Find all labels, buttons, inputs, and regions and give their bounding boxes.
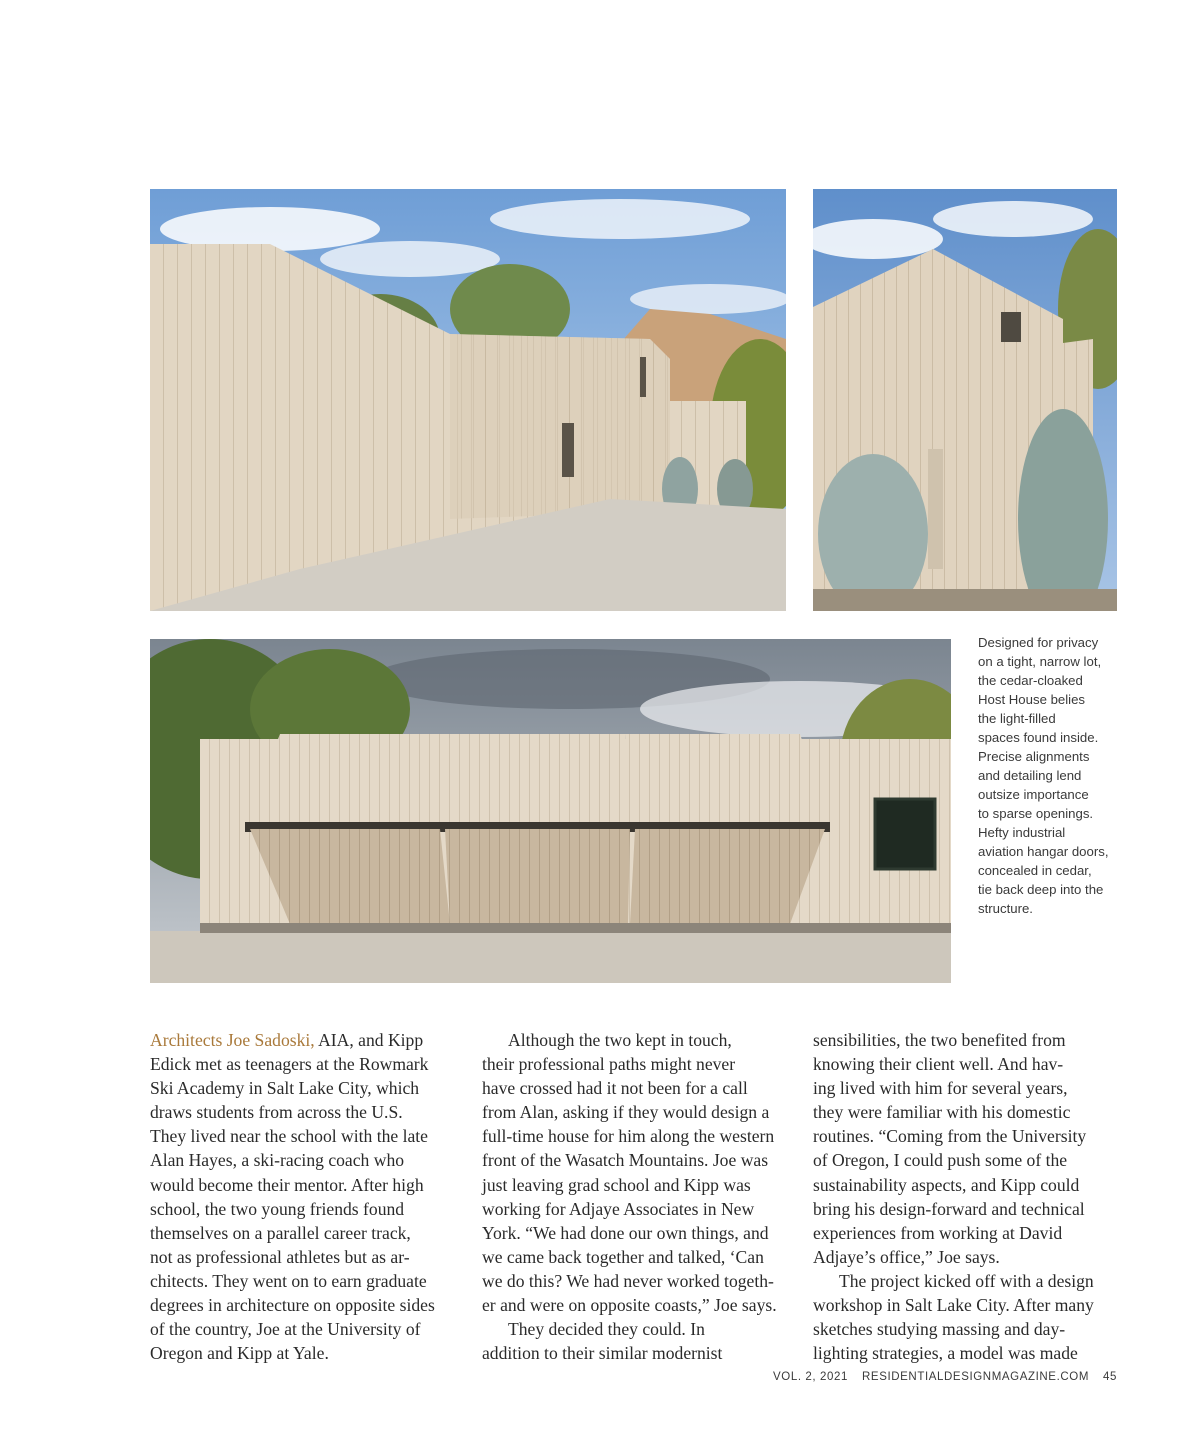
text-line: their professional paths might never — [482, 1054, 736, 1075]
text-line: sensibilities, the two benefited from — [813, 1030, 1066, 1050]
text-line: working for Adjaye Associates in New — [482, 1198, 755, 1219]
article-column-3 — [813, 1028, 1125, 1365]
text-line: Adjaye’s office,” Joe says. — [813, 1246, 1000, 1267]
text-line: we do this? We had never worked togeth- — [482, 1270, 774, 1291]
cedar-gable-entry-photo — [813, 189, 1117, 611]
text-line: addition to their similar modernist — [482, 1343, 723, 1364]
text-line: degrees in architecture on opposite sides — [150, 1295, 435, 1316]
article-column-2 — [482, 1028, 794, 1365]
text-line: They lived near the school with the late — [150, 1126, 428, 1147]
text-line: They decided they could. In — [508, 1319, 705, 1340]
article-column-1: Architects Joe Sadoski, AIA, and Kipp Edick met as teenagers at the Rowmark Ski Academy in Salt Lake City, which draws students from across the U.S. They lived near the school with the late Alan Hayes, a ski-racing coach who would become their mentor. After high school, the two young friends found themselves on a parallel career track, not as professional athletes but as ar- chitects. They went on to earn graduate degrees in architecture on opposite sides of the country, Joe at the University of Oregon and Kipp at Yale. — [150, 1028, 462, 1365]
footer-volume: VOL. 2, 2021 — [773, 1371, 849, 1383]
text-line: experiences from working at David — [813, 1222, 1063, 1243]
text-line: school, the two young friends found — [150, 1198, 405, 1219]
text-line: draws students from across the U.S. — [150, 1102, 403, 1123]
text-line: Alan Hayes, a ski-racing coach who — [150, 1150, 405, 1171]
text-line: sustainability aspects, and Kipp could — [813, 1174, 1080, 1195]
text-line: Ski Academy in Salt Lake City, which — [150, 1078, 420, 1099]
page-number: 45 — [1103, 1371, 1117, 1383]
text-line: er and were on opposite coasts,” Joe says. — [482, 1295, 777, 1316]
page-footer — [773, 1371, 1117, 1383]
text-line: of Oregon, I could push some of the — [813, 1150, 1068, 1171]
photo-caption: Designed for privacy on a tight, narrow lot, the cedar-cloaked Host House belies the light-filled spaces found inside. Precise alignments and detailing lend outsize importance to sparse openings. Hefty industrial aviation hangar doors, concealed in cedar, tie back deep into the structure. — [978, 635, 1109, 916]
text-line: Although the two kept in touch, — [508, 1030, 732, 1050]
text-line: knowing their client well. And hav- — [813, 1054, 1064, 1075]
text-line: from Alan, asking if they would design a — [482, 1102, 770, 1123]
text-line: The project kicked off with a design — [839, 1270, 1094, 1291]
text-line: Oregon and Kipp at Yale. — [150, 1343, 329, 1364]
text-line: full-time house for him along the western — [482, 1126, 775, 1147]
text-line: sketches studying massing and day- — [813, 1319, 1066, 1340]
text-line: have crossed had it not been for a call — [482, 1078, 748, 1099]
text-line: bring his design-forward and technical — [813, 1198, 1085, 1219]
text-line: York. “We had done our own things, and — [482, 1222, 769, 1243]
text-line: chitects. They went on to earn graduate — [150, 1270, 427, 1291]
text-line: would become their mentor. After high — [150, 1174, 424, 1195]
text-line: routines. “Coming from the University — [813, 1126, 1087, 1147]
text-line: front of the Wasatch Mountains. Joe was — [482, 1150, 769, 1171]
footer-website: RESIDENTIALDESIGNMAGAZINE.COM — [862, 1371, 1089, 1383]
text-line: Edick met as teenagers at the Rowmark — [150, 1054, 429, 1075]
cedar-clad-house-exterior-photo — [150, 189, 786, 611]
text-line: of the country, Joe at the University of — [150, 1319, 421, 1340]
text-line: lighting strategies, a model was made — [813, 1343, 1078, 1364]
hangar-door-facade-photo — [150, 639, 951, 983]
text-line: themselves on a parallel career track, — [150, 1222, 411, 1243]
text-line: we came back together and talked, ‘Can — [482, 1246, 764, 1267]
text-line: they were familiar with his domestic — [813, 1102, 1071, 1123]
text-line: ing lived with him for several years, — [813, 1078, 1068, 1099]
text-line: workshop in Salt Lake City. After many — [813, 1295, 1094, 1316]
text-line: just leaving grad school and Kipp was — [482, 1174, 751, 1195]
lead-in-architects: Architects Joe Sadoski, — [150, 1030, 315, 1050]
text-line: not as professional athletes but as ar- — [150, 1246, 410, 1267]
